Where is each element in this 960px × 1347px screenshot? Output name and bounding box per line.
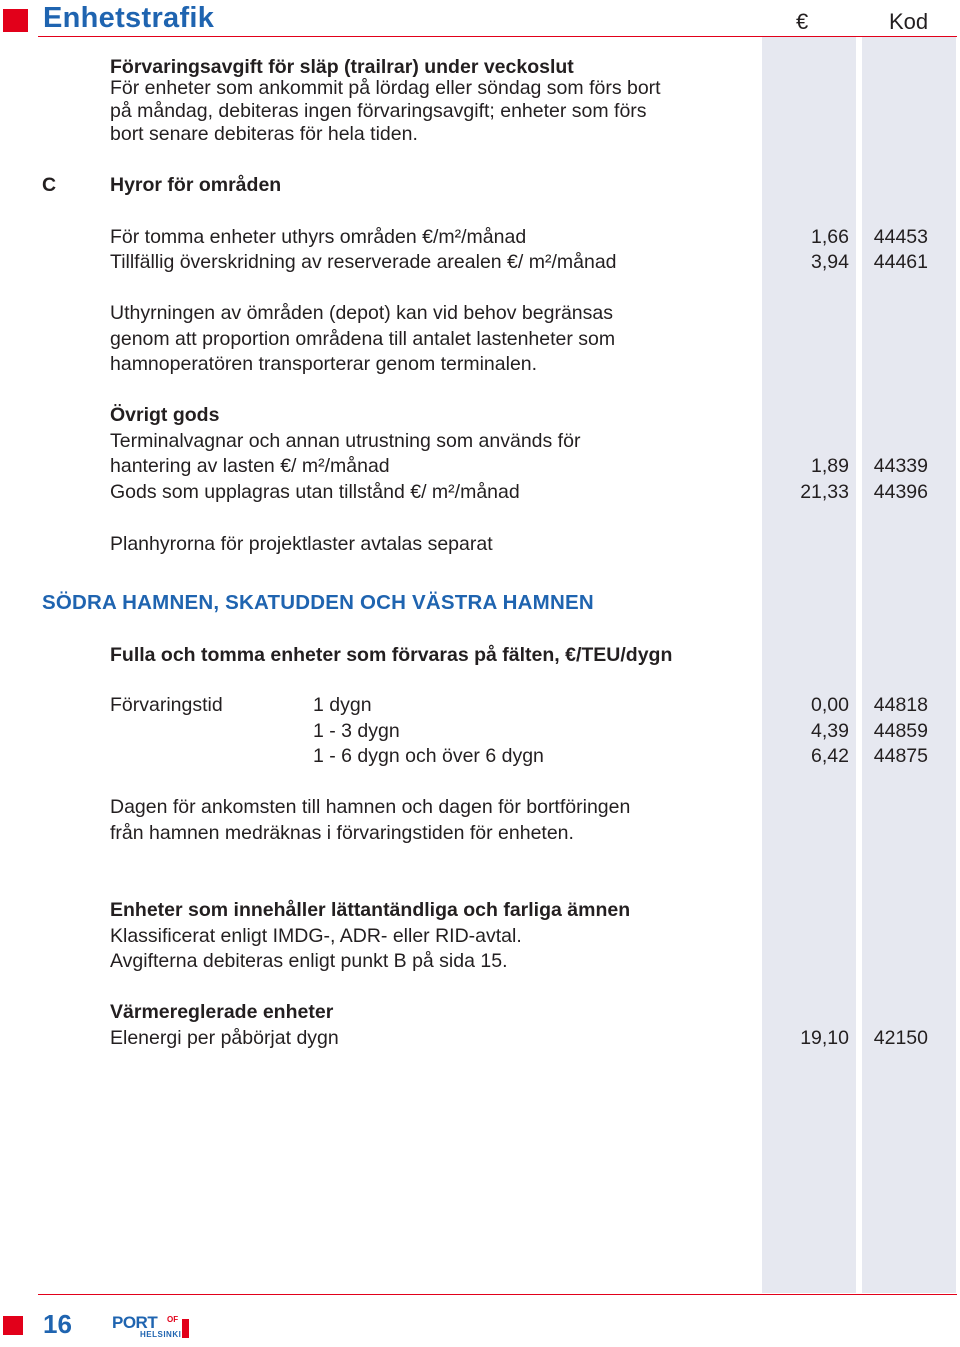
logo-flag-icon: [182, 1319, 189, 1338]
reefer-heading: Värmereglerade enheter: [110, 1001, 334, 1023]
storage-heading: Fulla och tomma enheter som förvaras på fälten, €/TEU/dygn: [110, 644, 673, 666]
storage-time-label: Förvaringstid: [110, 694, 223, 716]
logo-helsinki-text: HELSINKI: [140, 1330, 182, 1339]
section-heading: Hyror för områden: [110, 174, 282, 196]
storage-note-line: Dagen för ankomsten till hamnen och dagen för bortföringen: [110, 796, 631, 818]
column-header-kod: Kod: [889, 9, 929, 34]
dangerous-heading: Enheter som innehåller lättantändliga och farliga ämnen: [110, 899, 631, 921]
storage-kod: 44818: [873, 694, 928, 716]
storage-eur: 0,00: [811, 694, 849, 716]
fee-row-label: Tillfällig överskridning av reserverade arealen €/ m²/månad: [110, 251, 617, 273]
project-note: Planhyrorna för projektlaster avtalas separat: [110, 533, 493, 555]
footer-red-square: [3, 1316, 23, 1335]
storage-fee-line: på måndag, debiteras ingen förvaringsavgift; enheter som förs: [110, 100, 647, 122]
header-rule: [38, 36, 957, 37]
storage-period: 1 - 3 dygn: [313, 720, 400, 742]
storage-eur: 6,42: [811, 745, 849, 767]
logo-of-text: OF: [167, 1315, 179, 1324]
storage-fee-line: För enheter som ankommit på lördag eller söndag som förs bort: [110, 77, 661, 99]
section-letter: C: [42, 174, 57, 196]
fee-row-label: Elenergi per påbörjat dygn: [110, 1027, 339, 1049]
depot-note-line: genom att proportion områdena till antalet lastenheter som: [110, 328, 616, 350]
other-goods-line: Terminalvagnar och annan utrustning som används för: [110, 430, 581, 452]
header-red-square: [3, 9, 28, 32]
storage-note-line: från hamnen medräknas i förvaringstiden för enheten.: [110, 822, 574, 844]
fee-row-kod: 44396: [873, 481, 928, 503]
storage-fee-line: bort senare debiteras för hela tiden.: [110, 123, 418, 145]
section-title-south-harbour: SÖDRA HAMNEN, SKATUDDEN OCH VÄSTRA HAMNEN: [42, 591, 594, 614]
fee-row-kod: 44339: [873, 455, 928, 477]
depot-note-line: Uthyrningen av ömråden (depot) kan vid behov begränsas: [110, 302, 613, 324]
fee-row-eur: 1,66: [811, 226, 849, 248]
fee-row-label: Gods som upplagras utan tillstånd €/ m²/månad: [110, 481, 520, 503]
storage-period: 1 dygn: [313, 694, 372, 716]
storage-kod: 44875: [873, 745, 928, 767]
storage-eur: 4,39: [811, 720, 849, 742]
logo-port-text: PORT: [112, 1313, 158, 1332]
fee-row-eur: 21,33: [800, 481, 849, 503]
storage-period: 1 - 6 dygn och över 6 dygn: [313, 745, 544, 767]
fee-row-kod: 44461: [873, 251, 928, 273]
dangerous-line: Klassificerat enligt IMDG-, ADR- eller RID-avtal.: [110, 925, 522, 947]
fee-row-label: För tomma enheter uthyrs områden €/m²/månad: [110, 226, 527, 248]
depot-note-line: hamnoperatören transporterar genom terminalen.: [110, 353, 538, 375]
footer-rule: [38, 1294, 957, 1295]
port-of-helsinki-logo: [112, 1314, 190, 1338]
fee-row-eur: 3,94: [811, 251, 849, 273]
fee-row-kod: 44453: [873, 226, 928, 248]
other-goods-heading: Övrigt gods: [110, 404, 220, 426]
fee-row-eur: 1,89: [811, 455, 849, 477]
storage-fee-heading: Förvaringsavgift för släp (trailrar) under veckoslut: [110, 56, 574, 78]
dangerous-line: Avgifterna debiteras enligt punkt B på sida 15.: [110, 950, 508, 972]
page-title: Enhetstrafik: [43, 2, 215, 34]
storage-kod: 44859: [873, 720, 928, 742]
fee-row-kod: 42150: [873, 1027, 928, 1049]
fee-row-label: hantering av lasten €/ m²/månad: [110, 455, 390, 477]
column-header-eur: €: [796, 9, 809, 34]
page-number: 16: [43, 1309, 72, 1339]
fee-row-eur: 19,10: [800, 1027, 849, 1049]
